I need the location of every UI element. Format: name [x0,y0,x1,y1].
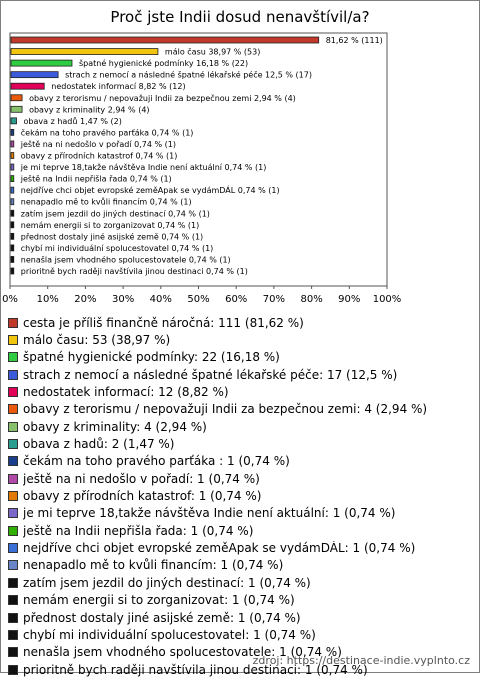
legend-swatch [8,387,18,397]
x-tick-label-10: 100% [372,294,402,305]
bar-17 [11,222,14,228]
bar-label-6: obavy z terorismu / nepovažuji Indii za bezpečnou zemi 2,94 % (4) [29,93,296,103]
legend-label: obavy z terorismu / nepovažuji Indii za bezpečnou zemi: 4 (2,94 %) [23,402,428,417]
legend-swatch [8,370,18,380]
bar-4 [11,72,58,78]
x-tick-label-2: 20% [74,294,97,305]
legend-label: přednost dostaly jiné asijské země: 1 (0,74 %) [23,610,301,625]
legend-label: obavy z kriminality: 4 (2,94 %) [23,419,207,434]
legend-item [8,487,472,504]
legend-swatch [8,526,18,536]
legend-swatch [8,491,18,501]
legend-swatch [8,439,18,449]
legend-label: je mi teprve 18,takže návštěva Indie není aktuální: 1 (0,74 %) [23,506,396,521]
legend-label: obava z hadů: 2 (1,47 %) [23,437,175,452]
bar-7 [11,106,22,112]
legend-swatch [8,352,18,362]
legend-item [8,592,472,609]
legend-label: cesta je příliš finančně náročná: 111 (81,62 %) [23,315,304,330]
legend-item [8,383,472,400]
bar-label-10: ještě na ni nedošlo v pořadí 0,74 % (1) [20,139,176,149]
legend-label: špatné hygienické podmínky: 22 (16,18 %) [23,350,280,365]
legend-swatch [8,335,18,345]
legend-swatch [8,560,18,570]
x-tick-label-5: 50% [187,294,210,305]
bar-chart [0,0,480,310]
bar-3 [11,60,72,66]
source-note: zdroj: https://destinace-indie.vyplnto.cz [252,654,470,667]
legend-item [8,418,472,435]
legend-item [8,435,472,452]
x-tick-label-7: 70% [262,294,286,305]
bar-label-14: nejdříve chci objet evropské zeměApak se vydámDÁL 0,74 % (1) [20,186,280,196]
bar-label-18: přednost dostaly jiné asijské země 0,74 % (1) [20,232,204,242]
legend-item [8,401,472,418]
bar-5 [11,83,44,89]
bar-label-15: nenapadlo mě to kvůli financím 0,74 % (1) [20,197,192,207]
legend-item [8,470,472,487]
legend-item [8,609,472,626]
bar-13 [11,176,14,182]
legend-label: čekám na toho pravého parťáka : 1 (0,74 %) [23,454,290,469]
legend-swatch [8,474,18,484]
legend-label: obavy z přírodních katastrof: 1 (0,74 %) [23,489,262,504]
bar-label-11: obavy z přírodních katastrof 0,74 % (1) [20,151,178,161]
x-tick-label-4: 40% [149,294,172,305]
legend-label: nemám energii si to zorganizovat: 1 (0,74 %) [23,593,295,608]
legend-swatch [8,647,18,657]
bar-label-12: je mi teprve 18,takže návštěva Indie není aktuální 0,74 % (1) [20,163,267,173]
bar-14 [11,187,14,193]
bar-16 [11,210,14,216]
legend-swatch [8,578,18,588]
x-tick-label-3: 30% [111,294,135,305]
chart-legend [8,314,472,678]
bar-label-21: prioritně bych raději navštívila jinou destinaci 0,74 % (1) [20,267,248,276]
legend-item [8,505,472,522]
legend-item [8,331,472,348]
bar-11 [11,153,14,159]
bar-21 [11,268,14,274]
bar-label-17: nemám energii si to zorganizovat 0,74 % (1) [20,220,200,230]
legend-item [8,453,472,470]
bar-label-7: obavy z kriminality 2,94 % (4) [29,105,150,115]
legend-label: málo času: 53 (38,97 %) [23,333,171,348]
bar-18 [11,233,14,239]
legend-label: chybí mi individuální spolucestovatel: 1 (0,74 %) [23,627,316,642]
legend-label: nenapadlo mě to kvůli financím: 1 (0,74 %) [23,558,284,573]
legend-swatch [8,422,18,432]
legend-label: nenašla jsem vhodného spolucestovatele: 1 (0,74 %) [23,645,342,660]
legend-swatch [8,318,18,328]
legend-label: ještě na ni nedošlo v pořadí: 1 (0,74 %) [23,471,260,486]
legend-label: nejdříve chci objet evropské zeměApak se vydámDÁL: 1 (0,74 %) [23,541,416,556]
bar-label-9: čekám na toho pravého parťáka 0,74 % (1) [20,128,194,138]
bar-label-2: málo času 38,97 % (53) [164,47,261,57]
x-tick-label-0: 0% [2,294,18,305]
bar-1 [11,37,319,43]
legend-swatch [8,543,18,553]
legend-label: strach z nemocí a následné špatné lékařské péče: 17 (12,5 %) [23,367,398,382]
legend-item [8,574,472,591]
bar-label-16: zatím jsem jezdil do jiných destinací 0,74 % (1) [20,209,210,219]
legend-swatch [8,665,18,675]
bar-label-8: obava z hadů 1,47 % (2) [23,116,122,126]
legend-swatch [8,508,18,518]
bar-label-1: 81,62 % (111) [325,36,383,45]
legend-label: ještě na Indii nepřišla řada: 1 (0,74 %) [23,523,254,538]
bar-label-4: strach z nemocí a následné špatné lékařské péče 12,5 % (17) [65,70,312,80]
legend-item [8,349,472,366]
chart-title: Proč jste Indii dosud nenavštívil/a? [110,8,370,26]
bar-label-13: ještě na Indii nepřišla řada 0,74 % (1) [20,174,172,184]
bar-20 [11,256,14,262]
legend-swatch [8,630,18,640]
legend-swatch [8,595,18,605]
bar-2 [11,49,158,55]
legend-swatch [8,613,18,623]
bar-label-19: chybí mi individuální spolucestovatel 0,74 % (1) [20,243,214,253]
legend-item [8,539,472,556]
x-tick-label-9: 90% [338,294,361,305]
legend-item [8,522,472,539]
bar-label-5: nedostatek informací 8,82 % (12) [51,82,186,92]
bar-15 [11,199,14,205]
legend-label: prioritně bych raději navštívila jinou destinaci: 1 (0,74 %) [23,662,368,677]
bar-9 [11,129,14,135]
x-tick-label-8: 80% [300,294,323,305]
legend-swatch [8,404,18,414]
legend-item [8,314,472,331]
bar-12 [11,164,14,170]
legend-item [8,366,472,383]
bar-8 [11,118,17,124]
bar-19 [11,245,14,251]
legend-swatch [8,456,18,466]
bar-6 [11,95,22,101]
bar-label-3: špatné hygienické podmínky 16,18 % (22) [78,59,249,69]
bar-label-20: nenašla jsem vhodného spolucestovatele 0,74 % (1) [20,255,231,265]
legend-item [8,557,472,574]
legend-item [8,626,472,643]
x-tick-label-6: 60% [225,294,248,305]
legend-label: nedostatek informací: 12 (8,82 %) [23,385,229,400]
legend-label: zatím jsem jezdil do jiných destinací: 1 (0,74 %) [23,575,311,590]
x-tick-label-1: 10% [36,294,59,305]
bar-10 [11,141,14,147]
